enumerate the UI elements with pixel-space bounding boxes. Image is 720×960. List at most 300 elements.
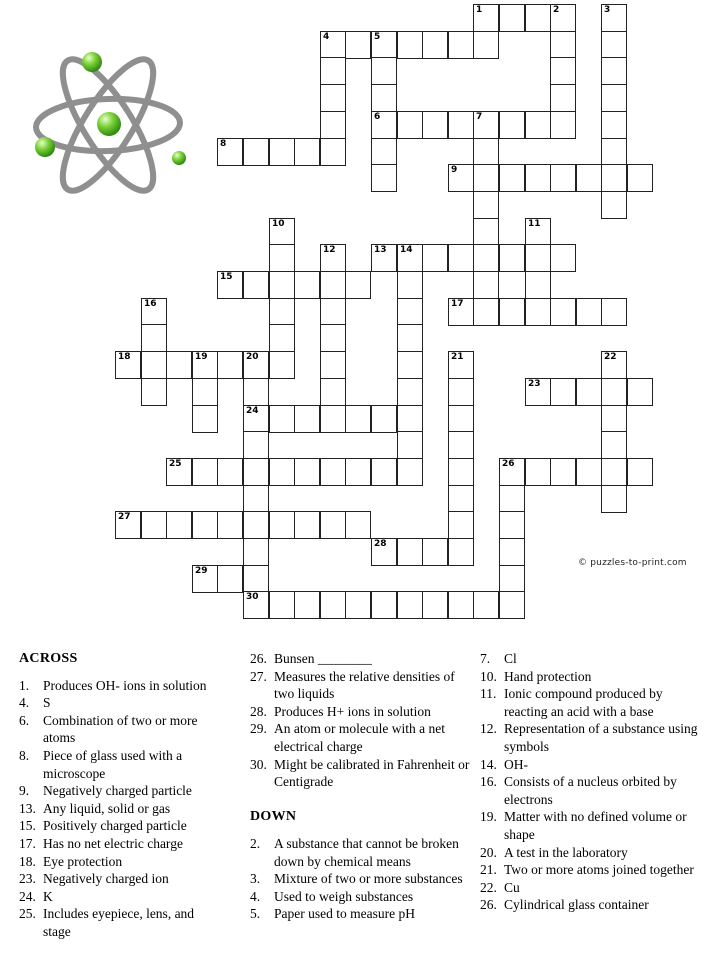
grid-cell[interactable] xyxy=(141,351,167,379)
clue-number: 30 xyxy=(246,592,259,602)
clue-item xyxy=(480,773,702,808)
grid-cell[interactable] xyxy=(473,218,499,246)
clue-item xyxy=(250,650,472,668)
clue-text: Consists of a nucleus orbited by electrons xyxy=(504,774,677,807)
grid-cell[interactable] xyxy=(345,591,371,619)
grid-cell[interactable] xyxy=(320,138,346,166)
grid-cell[interactable] xyxy=(422,244,448,272)
grid-cell[interactable] xyxy=(371,84,397,112)
down-clue-list-continued xyxy=(480,650,702,914)
grid-cell[interactable] xyxy=(422,591,448,619)
clue-number: 1 xyxy=(476,5,483,15)
grid-cell[interactable] xyxy=(371,31,397,59)
clue-number: 17 xyxy=(451,299,464,309)
clue-number: 6 xyxy=(374,112,381,122)
clue-number-label: 28. xyxy=(250,703,267,719)
grid-cell[interactable] xyxy=(217,511,243,539)
grid-cell[interactable] xyxy=(397,405,423,433)
clue-item xyxy=(19,694,224,712)
grid-cell[interactable] xyxy=(499,458,525,486)
clue-number-label: 25. xyxy=(19,906,36,922)
clue-number: 10 xyxy=(272,219,285,229)
grid-cell[interactable] xyxy=(397,591,423,619)
clue-text: Paper used to measure pH xyxy=(274,906,415,922)
grid-cell[interactable] xyxy=(448,431,474,459)
grid-cell[interactable] xyxy=(345,271,371,299)
clue-text: Cylindrical glass container xyxy=(504,897,649,913)
clue-number-label: 9. xyxy=(19,783,30,799)
grid-cell[interactable] xyxy=(448,378,474,406)
grid-cell[interactable] xyxy=(243,458,269,486)
grid-cell[interactable] xyxy=(601,378,627,406)
clue-item xyxy=(480,844,702,862)
grid-cell[interactable] xyxy=(601,111,627,139)
grid-cell[interactable] xyxy=(243,538,269,566)
grid-cell[interactable] xyxy=(243,405,269,433)
grid-cell[interactable] xyxy=(192,511,218,539)
grid-cell[interactable] xyxy=(371,138,397,166)
grid-cell[interactable] xyxy=(243,138,269,166)
clue-number: 16 xyxy=(144,299,157,309)
grid-cell[interactable] xyxy=(141,298,167,326)
clue-number: 18 xyxy=(118,352,131,362)
grid-cell[interactable] xyxy=(422,31,448,59)
copyright-text: © puzzles-to-print.com xyxy=(578,558,687,568)
clue-number: 26 xyxy=(502,459,515,469)
grid-cell[interactable] xyxy=(422,111,448,139)
clue-number-label: 8. xyxy=(19,747,30,763)
grid-cell[interactable] xyxy=(192,405,218,433)
electron xyxy=(172,151,186,165)
grid-cell[interactable] xyxy=(550,164,576,192)
grid-cell[interactable] xyxy=(397,298,423,326)
grid-cell[interactable] xyxy=(397,431,423,459)
grid-cell[interactable] xyxy=(499,511,525,539)
clue-item xyxy=(480,896,702,914)
grid-cell[interactable] xyxy=(269,138,295,166)
grid-cell[interactable] xyxy=(269,405,295,433)
grid-cell[interactable] xyxy=(627,378,653,406)
grid-cell[interactable] xyxy=(243,378,269,406)
grid-cell[interactable] xyxy=(525,271,551,299)
clue-number-label: 24. xyxy=(19,888,36,904)
clue-text: Combination of two or more atoms xyxy=(43,712,198,746)
grid-cell[interactable] xyxy=(576,458,602,486)
grid-cell[interactable] xyxy=(525,458,551,486)
grid-cell[interactable] xyxy=(550,378,576,406)
grid-cell[interactable] xyxy=(243,591,269,619)
grid-cell[interactable] xyxy=(243,431,269,459)
clue-number: 4 xyxy=(323,32,330,42)
clue-number: 25 xyxy=(169,459,182,469)
clue-number: 3 xyxy=(604,5,611,15)
clues-column-2 xyxy=(250,650,472,923)
clue-number-label: 7. xyxy=(480,651,491,666)
clue-number: 19 xyxy=(195,352,208,362)
clue-text: Ionic compound produced by reacting an acid with a base xyxy=(504,686,663,719)
grid-cell[interactable] xyxy=(269,458,295,486)
grid-cell[interactable] xyxy=(294,138,320,166)
grid-cell[interactable] xyxy=(397,271,423,299)
grid-cell[interactable] xyxy=(294,271,320,299)
grid-cell[interactable] xyxy=(345,511,371,539)
clue-number-label: 20. xyxy=(480,844,497,860)
clue-text: A test in the laboratory xyxy=(504,844,628,860)
grid-cell[interactable] xyxy=(473,271,499,299)
grid-cell[interactable] xyxy=(320,244,346,272)
clue-item xyxy=(480,756,702,774)
grid-cell[interactable] xyxy=(473,191,499,219)
grid-cell[interactable] xyxy=(550,458,576,486)
clue-number: 5 xyxy=(374,32,381,42)
grid-cell[interactable] xyxy=(627,458,653,486)
grid-cell[interactable] xyxy=(448,405,474,433)
grid-cell[interactable] xyxy=(601,57,627,85)
grid-cell[interactable] xyxy=(576,164,602,192)
grid-cell[interactable] xyxy=(217,138,243,166)
grid-cell[interactable] xyxy=(269,591,295,619)
clue-number: 28 xyxy=(374,539,387,549)
grid-cell[interactable] xyxy=(320,405,346,433)
grid-cell[interactable] xyxy=(448,458,474,486)
grid-cell[interactable] xyxy=(448,351,474,379)
grid-cell[interactable] xyxy=(320,458,346,486)
clue-item xyxy=(480,861,702,879)
clue-number: 22 xyxy=(604,352,617,362)
grid-cell[interactable] xyxy=(192,458,218,486)
clue-item xyxy=(19,712,224,747)
clue-number-label: 16. xyxy=(480,774,497,790)
grid-cell[interactable] xyxy=(371,591,397,619)
clue-item xyxy=(480,668,702,686)
clue-number-label: 11. xyxy=(480,686,497,702)
grid-cell[interactable] xyxy=(525,111,551,139)
grid-cell[interactable] xyxy=(141,378,167,406)
grid-cell[interactable] xyxy=(269,324,295,352)
grid-cell[interactable] xyxy=(371,458,397,486)
grid-cell[interactable] xyxy=(473,591,499,619)
clue-text: An atom or molecule with a net electrical charge xyxy=(274,721,445,754)
grid-cell[interactable] xyxy=(601,164,627,192)
clue-number-label: 17. xyxy=(19,835,36,851)
clue-number-label: 5. xyxy=(250,906,261,922)
down-heading: DOWN xyxy=(250,809,297,825)
clue-number-label: 13. xyxy=(19,800,36,816)
grid-cell[interactable] xyxy=(601,84,627,112)
clue-item xyxy=(19,782,224,800)
grid-cell[interactable] xyxy=(550,4,576,32)
clue-text: Measures the relative densities of two liquids xyxy=(274,668,455,702)
clue-item xyxy=(250,835,472,870)
grid-cell[interactable] xyxy=(192,351,218,379)
clue-number-label: 4. xyxy=(19,695,30,711)
grid-cell[interactable] xyxy=(243,271,269,299)
grid-cell[interactable] xyxy=(320,271,346,299)
grid-cell[interactable] xyxy=(269,218,295,246)
grid-cell[interactable] xyxy=(115,351,141,379)
grid-cell[interactable] xyxy=(397,31,423,59)
clue-text: Negatively charged particle xyxy=(43,783,192,799)
clue-number: 15 xyxy=(220,272,233,282)
clue-number: 11 xyxy=(528,219,541,229)
grid-cell[interactable] xyxy=(320,57,346,85)
grid-cell[interactable] xyxy=(499,538,525,566)
grid-cell[interactable] xyxy=(448,511,474,539)
grid-cell[interactable] xyxy=(550,111,576,139)
grid-cell[interactable] xyxy=(525,378,551,406)
clue-number-label: 19. xyxy=(480,809,497,825)
clue-text: Positively charged particle xyxy=(43,818,187,834)
grid-cell[interactable] xyxy=(576,298,602,326)
clue-text: Any liquid, solid or gas xyxy=(43,800,171,816)
grid-cell[interactable] xyxy=(115,511,141,539)
clue-text: Matter with no defined volume or shape xyxy=(504,809,687,842)
clue-text: K xyxy=(43,888,53,904)
across-clue-list-continued xyxy=(250,650,472,791)
grid-cell[interactable] xyxy=(550,57,576,85)
grid-cell[interactable] xyxy=(601,458,627,486)
grid-cell[interactable] xyxy=(320,31,346,59)
clue-text: A substance that cannot be broken down by chemical means xyxy=(274,835,459,869)
grid-cell[interactable] xyxy=(448,244,474,272)
grid-cell[interactable] xyxy=(269,511,295,539)
grid-cell[interactable] xyxy=(448,538,474,566)
grid-cell[interactable] xyxy=(320,378,346,406)
grid-cell[interactable] xyxy=(525,4,551,32)
grid-cell[interactable] xyxy=(345,31,371,59)
clue-number-label: 2. xyxy=(250,835,261,851)
atom-icon xyxy=(28,40,188,210)
grid-cell[interactable] xyxy=(371,538,397,566)
clue-number-label: 10. xyxy=(480,668,497,684)
grid-cell[interactable] xyxy=(601,485,627,513)
clue-number: 7 xyxy=(476,112,483,122)
grid-cell[interactable] xyxy=(269,351,295,379)
clue-text: Mixture of two or more substances xyxy=(274,871,463,887)
grid-cell[interactable] xyxy=(448,164,474,192)
grid-cell[interactable] xyxy=(601,31,627,59)
grid-cell[interactable] xyxy=(473,31,499,59)
grid-cell[interactable] xyxy=(243,485,269,513)
grid-cell[interactable] xyxy=(192,378,218,406)
grid-cell[interactable] xyxy=(269,244,295,272)
clue-text: Used to weigh substances xyxy=(274,888,414,904)
clue-item xyxy=(19,817,224,835)
clue-number-label: 12. xyxy=(480,721,497,737)
clue-text: Two or more atoms joined together xyxy=(504,862,694,878)
clue-number-label: 15. xyxy=(19,818,36,834)
grid-cell[interactable] xyxy=(294,458,320,486)
grid-cell[interactable] xyxy=(345,458,371,486)
clue-text: Cl xyxy=(504,651,517,666)
grid-cell[interactable] xyxy=(601,4,627,32)
clue-item xyxy=(480,808,702,843)
grid-cell[interactable] xyxy=(371,111,397,139)
grid-cell[interactable] xyxy=(294,511,320,539)
clue-number: 27 xyxy=(118,512,131,522)
grid-cell[interactable] xyxy=(141,511,167,539)
grid-cell[interactable] xyxy=(397,351,423,379)
clue-number-label: 14. xyxy=(480,756,497,772)
grid-cell[interactable] xyxy=(320,84,346,112)
clue-number-label: 30. xyxy=(250,756,267,772)
clue-number-label: 1. xyxy=(19,677,30,693)
grid-cell[interactable] xyxy=(397,538,423,566)
clue-number: 13 xyxy=(374,245,387,255)
grid-cell[interactable] xyxy=(473,298,499,326)
clue-item xyxy=(250,888,472,906)
grid-cell[interactable] xyxy=(243,351,269,379)
clue-item xyxy=(250,703,472,721)
grid-cell[interactable] xyxy=(397,244,423,272)
clue-number-label: 6. xyxy=(19,712,30,728)
grid-cell[interactable] xyxy=(166,351,192,379)
grid-cell[interactable] xyxy=(294,405,320,433)
grid-cell[interactable] xyxy=(320,298,346,326)
clue-number: 9 xyxy=(451,165,458,175)
grid-cell[interactable] xyxy=(371,244,397,272)
grid-cell[interactable] xyxy=(525,164,551,192)
grid-cell[interactable] xyxy=(397,111,423,139)
grid-cell[interactable] xyxy=(473,138,499,166)
grid-cell[interactable] xyxy=(473,111,499,139)
grid-cell[interactable] xyxy=(473,244,499,272)
clue-number-label: 4. xyxy=(250,888,261,904)
grid-cell[interactable] xyxy=(320,111,346,139)
grid-cell[interactable] xyxy=(320,511,346,539)
grid-cell[interactable] xyxy=(550,31,576,59)
clue-number: 2 xyxy=(553,5,560,15)
clue-item xyxy=(19,888,224,906)
clue-number: 8 xyxy=(220,139,227,149)
clue-number: 14 xyxy=(400,245,413,255)
electron xyxy=(35,137,55,157)
grid-cell[interactable] xyxy=(448,31,474,59)
clue-number-label: 22. xyxy=(480,879,497,895)
grid-cell[interactable] xyxy=(320,324,346,352)
clue-text: Cu xyxy=(504,879,520,895)
clue-number-label: 26. xyxy=(250,651,267,666)
grid-cell[interactable] xyxy=(422,538,448,566)
grid-cell[interactable] xyxy=(601,298,627,326)
grid-cell[interactable] xyxy=(601,405,627,433)
grid-cell[interactable] xyxy=(397,378,423,406)
down-clue-list xyxy=(250,835,472,923)
grid-cell[interactable] xyxy=(320,591,346,619)
grid-cell[interactable] xyxy=(601,191,627,219)
grid-cell[interactable] xyxy=(192,565,218,593)
grid-cell[interactable] xyxy=(499,4,525,32)
grid-cell[interactable] xyxy=(217,565,243,593)
clue-item xyxy=(250,668,472,703)
grid-cell[interactable] xyxy=(217,351,243,379)
electron xyxy=(82,52,102,72)
grid-cell[interactable] xyxy=(166,511,192,539)
grid-cell[interactable] xyxy=(371,164,397,192)
grid-cell[interactable] xyxy=(473,4,499,32)
grid-cell[interactable] xyxy=(499,591,525,619)
grid-cell[interactable] xyxy=(166,458,192,486)
grid-cell[interactable] xyxy=(294,591,320,619)
clue-text: Representation of a substance using symbols xyxy=(504,721,698,754)
clue-item xyxy=(19,747,224,782)
grid-cell[interactable] xyxy=(525,244,551,272)
grid-cell[interactable] xyxy=(499,565,525,593)
nucleus xyxy=(97,112,121,136)
grid-cell[interactable] xyxy=(243,511,269,539)
grid-cell[interactable] xyxy=(397,458,423,486)
clue-number: 29 xyxy=(195,566,208,576)
clue-text: Might be calibrated in Fahrenheit or Centigrade xyxy=(274,756,470,790)
grid-cell[interactable] xyxy=(141,324,167,352)
clue-item xyxy=(250,905,472,923)
grid-cell[interactable] xyxy=(243,565,269,593)
grid-cell[interactable] xyxy=(601,351,627,379)
grid-cell[interactable] xyxy=(448,111,474,139)
clue-text: Produces H+ ions in solution xyxy=(274,703,431,719)
grid-cell[interactable] xyxy=(269,271,295,299)
grid-cell[interactable] xyxy=(627,164,653,192)
clue-item xyxy=(19,905,224,940)
clue-number-label: 27. xyxy=(250,668,267,684)
grid-cell[interactable] xyxy=(576,378,602,406)
clue-number-label: 21. xyxy=(480,862,497,878)
grid-cell[interactable] xyxy=(269,298,295,326)
grid-cell[interactable] xyxy=(499,164,525,192)
clue-text: Includes eyepiece, lens, and stage xyxy=(43,906,195,939)
grid-cell[interactable] xyxy=(217,458,243,486)
grid-cell[interactable] xyxy=(550,298,576,326)
grid-cell[interactable] xyxy=(601,431,627,459)
clue-item xyxy=(250,756,472,791)
grid-cell[interactable] xyxy=(371,57,397,85)
clue-number-label: 3. xyxy=(250,871,261,887)
grid-cell[interactable] xyxy=(448,485,474,513)
clue-text: Negatively charged ion xyxy=(43,871,169,887)
across-heading: ACROSS xyxy=(19,651,78,666)
grid-cell[interactable] xyxy=(371,405,397,433)
clue-item xyxy=(480,650,702,668)
grid-cell[interactable] xyxy=(499,244,525,272)
grid-cell[interactable] xyxy=(448,298,474,326)
grid-cell[interactable] xyxy=(320,351,346,379)
grid-cell[interactable] xyxy=(550,244,576,272)
grid-cell[interactable] xyxy=(473,164,499,192)
grid-cell[interactable] xyxy=(525,298,551,326)
clue-item xyxy=(480,879,702,897)
grid-cell[interactable] xyxy=(525,218,551,246)
grid-cell[interactable] xyxy=(550,84,576,112)
grid-cell[interactable] xyxy=(345,405,371,433)
grid-cell[interactable] xyxy=(499,111,525,139)
clue-item xyxy=(480,685,702,720)
clue-number: 24 xyxy=(246,406,259,416)
clue-item xyxy=(19,800,224,818)
clue-text: Eye protection xyxy=(43,853,123,869)
clue-number: 20 xyxy=(246,352,259,362)
clue-number-label: 18. xyxy=(19,853,36,869)
clue-item xyxy=(250,870,472,888)
grid-cell[interactable] xyxy=(448,591,474,619)
grid-cell[interactable] xyxy=(397,324,423,352)
clue-number-label: 26. xyxy=(480,897,497,913)
grid-cell[interactable] xyxy=(601,138,627,166)
grid-cell[interactable] xyxy=(499,298,525,326)
grid-cell[interactable] xyxy=(499,485,525,513)
clues-column-3 xyxy=(480,650,702,914)
clue-number: 21 xyxy=(451,352,464,362)
grid-cell[interactable] xyxy=(217,271,243,299)
